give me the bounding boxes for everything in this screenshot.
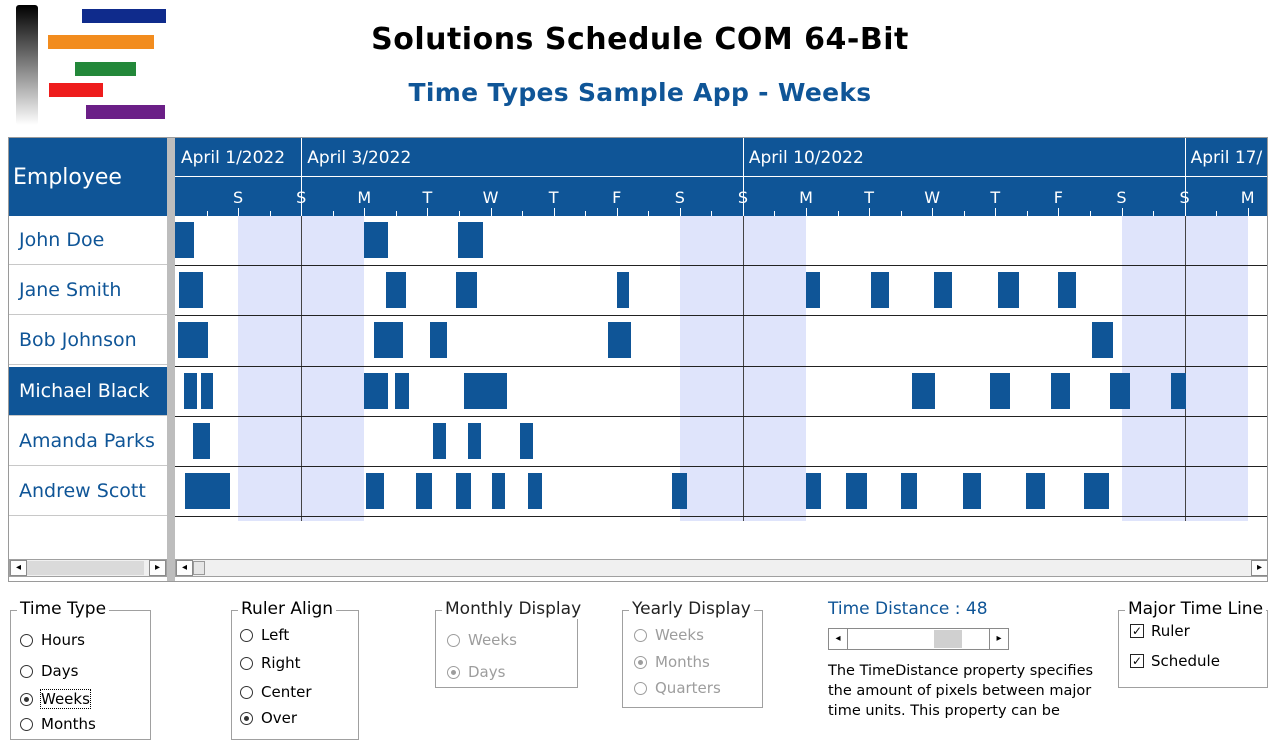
radio-monthly-weeks-label: Weeks (468, 631, 517, 649)
radio-yearly-quarters[interactable] (634, 679, 721, 697)
schedule-bar[interactable] (185, 473, 230, 509)
schedule-body[interactable] (175, 216, 1268, 521)
timeline-pane (175, 138, 1268, 582)
schedule-bar[interactable] (806, 272, 820, 308)
scroll-left-icon[interactable]: ◂ (176, 560, 193, 576)
ruler-tick (1248, 208, 1249, 216)
weekend-shade (1185, 216, 1248, 521)
ruler-tick (491, 208, 492, 216)
ruler-separator (175, 176, 1268, 177)
schedule-bar[interactable] (963, 473, 981, 509)
ruler-align-title: Ruler Align (238, 599, 336, 619)
checkbox-ruler-label: Ruler (1151, 622, 1190, 640)
radio-icon[interactable] (634, 682, 647, 695)
radio-over-label: Over (261, 709, 298, 727)
schedule-bar[interactable] (456, 272, 477, 308)
radio-yearly-quarters-label: Quarters (655, 679, 721, 697)
schedule-bar[interactable] (1084, 473, 1109, 509)
radio-monthly-days-label: Days (468, 663, 506, 681)
ruler-day-label: S (674, 188, 685, 207)
weekend-shade (743, 216, 806, 521)
timeline-scroll-thumb[interactable] (193, 561, 205, 575)
ruler-tick (1058, 208, 1059, 216)
monthly-display-group (435, 599, 582, 688)
schedule-bar[interactable] (520, 423, 533, 459)
schedule-bar[interactable] (366, 473, 384, 509)
schedule-bar[interactable] (1051, 373, 1070, 409)
radio-hours-label: Hours (41, 631, 85, 649)
radio-icon[interactable] (20, 634, 33, 647)
radio-icon[interactable] (634, 656, 647, 669)
logo-bar-1 (82, 9, 166, 23)
schedule-bar[interactable] (179, 272, 204, 308)
schedule-bar[interactable] (178, 322, 208, 358)
ruler-day-label: M (799, 188, 813, 207)
radio-icon[interactable] (240, 657, 253, 670)
ruler-tick (1122, 208, 1123, 216)
yearly-display-group (622, 599, 763, 708)
radio-hours[interactable] (20, 631, 85, 649)
schedule-grid (8, 137, 1268, 582)
schedule-bar[interactable] (193, 423, 211, 459)
radio-yearly-months-label: Months (655, 653, 710, 671)
ruler-tick (301, 208, 302, 216)
row-separator (175, 366, 1268, 367)
employee-row[interactable]: Bob Johnson (9, 316, 167, 365)
ruler-day-label: F (612, 188, 622, 207)
checkbox-ruler[interactable] (1130, 622, 1190, 640)
major-time-line-title: Major Time Line (1125, 599, 1266, 619)
schedule-bar[interactable] (175, 222, 194, 258)
ruler-day-label: T (864, 188, 874, 207)
radio-weeks[interactable] (20, 690, 90, 708)
schedule-bar[interactable] (364, 222, 388, 258)
logo-bar-3 (75, 62, 136, 76)
radio-icon[interactable] (447, 666, 460, 679)
schedule-bar[interactable] (901, 473, 917, 509)
row-separator (175, 315, 1268, 316)
weekend-shade (1122, 216, 1185, 521)
weekend-shade (301, 216, 364, 521)
ruler-tick (427, 208, 428, 216)
radio-yearly-months[interactable] (634, 653, 710, 671)
employee-row[interactable]: Jane Smith (9, 266, 167, 315)
schedule-bar[interactable] (395, 373, 409, 409)
schedule-bar[interactable] (416, 473, 432, 509)
schedule-bar[interactable] (464, 373, 507, 409)
schedule-bar[interactable] (846, 473, 867, 509)
ruler-day-label: T (990, 188, 1001, 207)
radio-icon[interactable] (240, 712, 253, 725)
scroll-right-icon[interactable]: ▸ (149, 560, 166, 576)
ruler-day-label: F (1053, 188, 1063, 207)
radio-yearly-weeks[interactable] (634, 626, 704, 644)
radio-months[interactable] (20, 715, 96, 733)
schedule-bar[interactable] (1110, 373, 1130, 409)
grid-splitter[interactable] (167, 138, 175, 582)
schedule-bar[interactable] (456, 473, 471, 509)
ruler-day-label: T (422, 188, 433, 207)
slider-thumb[interactable] (934, 630, 962, 648)
major-time-line-group (1118, 599, 1268, 688)
ruler-day-label: S (737, 188, 748, 207)
schedule-bar[interactable] (201, 373, 214, 409)
schedule-bar[interactable] (1058, 272, 1076, 308)
schedule-bar[interactable] (1092, 322, 1112, 358)
scroll-left-icon[interactable]: ◂ (10, 560, 27, 576)
radio-over[interactable] (240, 709, 297, 727)
schedule-bar[interactable] (1171, 373, 1186, 409)
checkbox-schedule-label: Schedule (1151, 652, 1220, 670)
radio-icon[interactable] (20, 665, 33, 678)
schedule-bar[interactable] (364, 373, 388, 409)
time-distance-description: The TimeDistance property specifies the amount of pixels between major time units. This property can be (828, 663, 1094, 719)
checkbox-schedule[interactable] (1130, 652, 1220, 670)
radio-center[interactable] (240, 683, 312, 701)
grid-hscrollbar[interactable] (9, 559, 167, 577)
major-time-line (743, 216, 744, 521)
ruler-day-label: W (924, 188, 941, 207)
timeline-hscrollbar[interactable] (175, 559, 1268, 577)
logo-bar-5 (86, 105, 165, 119)
radio-left-label: Left (261, 626, 290, 644)
radio-icon[interactable] (20, 718, 33, 731)
row-separator (175, 416, 1268, 417)
schedule-bar[interactable] (430, 322, 447, 358)
radio-days[interactable] (20, 662, 78, 680)
major-time-line (1185, 216, 1186, 521)
scroll-right-icon[interactable]: ▸ (1251, 560, 1268, 576)
ruler-day-label: S (233, 188, 244, 207)
major-time-line (301, 216, 302, 521)
employee-row[interactable]: Andrew Scott (9, 467, 167, 516)
app-subtitle: Time Types Sample App - Weeks (408, 78, 872, 107)
schedule-bar[interactable] (433, 423, 446, 459)
schedule-bar[interactable] (528, 473, 541, 509)
ruler-tick (1185, 208, 1186, 216)
ruler-day-label: W (482, 188, 499, 207)
ruler-tick (238, 208, 239, 216)
row-separator (175, 265, 1268, 266)
radio-icon[interactable] (447, 634, 460, 647)
employee-row[interactable]: Amanda Parks (9, 417, 167, 466)
row-separator (175, 466, 1268, 467)
schedule-bar[interactable] (998, 272, 1019, 308)
time-type-group (10, 599, 151, 740)
weekend-shade (238, 216, 301, 521)
employee-row[interactable]: Michael Black (9, 367, 167, 416)
radio-icon[interactable] (240, 686, 253, 699)
checkbox-icon[interactable]: ✓ (1131, 654, 1143, 668)
time-distance-slider[interactable] (828, 628, 1009, 650)
checkbox-icon[interactable]: ✓ (1131, 624, 1143, 638)
ruler-day-label: S (1179, 188, 1190, 207)
schedule-bar[interactable] (374, 322, 404, 358)
radio-monthly-weeks[interactable] (447, 631, 517, 649)
monthly-display-title: Monthly Display (442, 599, 584, 619)
schedule-bar[interactable] (1026, 473, 1046, 509)
grid-scroll-thumb[interactable] (27, 561, 144, 575)
time-distance-label: Time Distance : 48 (828, 599, 988, 619)
ruler-tick (869, 208, 870, 216)
ruler-align-group (231, 599, 359, 740)
schedule-bar[interactable] (934, 272, 952, 308)
ruler-day-label: S (296, 188, 307, 207)
ruler-tick (743, 208, 744, 216)
radio-right-label: Right (261, 654, 301, 672)
time-ruler (175, 138, 1268, 216)
employee-row[interactable]: John Doe (9, 216, 167, 265)
weekend-shade (680, 216, 743, 521)
radio-icon[interactable] (20, 693, 33, 706)
ruler-day-label: M (357, 188, 372, 207)
radio-center-label: Center (261, 683, 312, 701)
ruler-major-label: April 1/2022 (181, 148, 286, 168)
slider-track[interactable] (848, 628, 989, 650)
app-title: Solutions Schedule COM 64-Bit (371, 22, 909, 57)
radio-monthly-days[interactable] (447, 663, 505, 681)
schedule-bar[interactable] (617, 272, 630, 308)
ruler-tick (995, 208, 996, 216)
ruler-day-label: T (548, 188, 559, 207)
schedule-bar[interactable] (912, 373, 935, 409)
ruler-tick (554, 208, 555, 216)
ruler-major-label: April 3/2022 (307, 148, 412, 168)
schedule-bar[interactable] (458, 222, 483, 258)
ruler-day-label: M (1240, 188, 1255, 207)
employee-column-header[interactable]: Employee (9, 138, 167, 216)
ruler-major-label: April 17/ (1190, 148, 1263, 168)
radio-days-label: Days (41, 662, 79, 680)
ruler-tick (932, 208, 933, 216)
ruler-major-label: April 10/2022 (748, 148, 864, 168)
ruler-day-label: S (1116, 188, 1127, 207)
radio-right[interactable] (240, 654, 301, 672)
time-type-title: Time Type (17, 599, 109, 619)
ruler-tick (680, 208, 681, 216)
schedule-bar[interactable] (806, 473, 821, 509)
ruler-tick (617, 208, 618, 216)
schedule-bar[interactable] (184, 373, 197, 409)
slider-left-icon[interactable]: ◂ (828, 628, 848, 650)
schedule-bar[interactable] (386, 272, 406, 308)
slider-right-icon[interactable]: ▸ (989, 628, 1009, 650)
schedule-bar[interactable] (608, 322, 631, 358)
schedule-bar[interactable] (468, 423, 481, 459)
schedule-bar[interactable] (672, 473, 687, 509)
radio-months-label: Months (41, 715, 96, 733)
schedule-bar[interactable] (871, 272, 889, 308)
ruler-tick (364, 208, 365, 216)
radio-weeks-label: Weeks (41, 690, 90, 708)
radio-left[interactable] (240, 626, 289, 644)
radio-icon[interactable] (634, 629, 647, 642)
row-separator (175, 516, 1268, 517)
ruler-tick (806, 208, 807, 216)
radio-icon[interactable] (240, 629, 253, 642)
yearly-display-title: Yearly Display (629, 599, 754, 619)
schedule-bar[interactable] (492, 473, 505, 509)
schedule-bar[interactable] (990, 373, 1010, 409)
radio-yearly-weeks-label: Weeks (655, 626, 704, 644)
